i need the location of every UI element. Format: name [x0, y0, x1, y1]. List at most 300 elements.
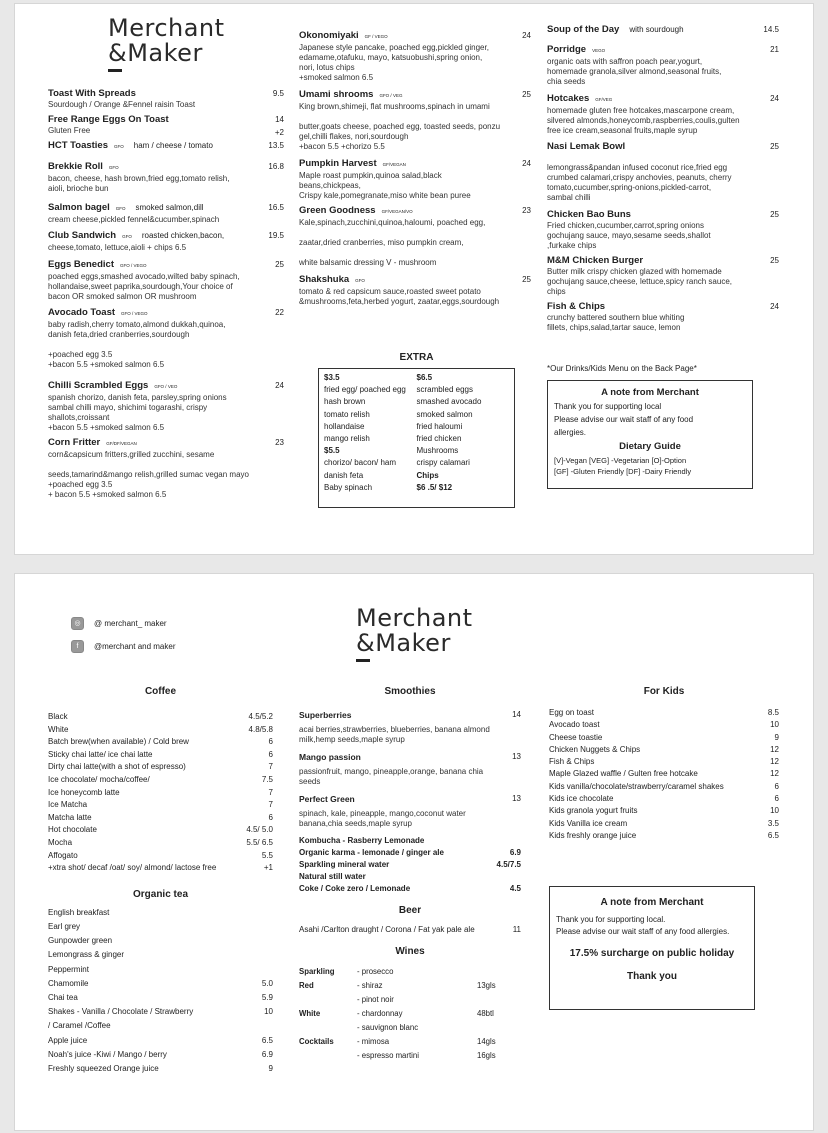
- item-name-text: Pumpkin Harvest: [299, 158, 377, 169]
- menu-row: [549, 719, 779, 731]
- menu-row: [549, 830, 779, 842]
- extra-item: hash brown: [324, 397, 366, 407]
- menu-item: [547, 301, 779, 333]
- row-label: Affogato: [48, 850, 78, 860]
- item-subtitle: ham / cheese / tomato: [133, 141, 213, 150]
- item-name-text: Nasi Lemak Bowl: [547, 141, 626, 152]
- row-label: English breakfast: [48, 907, 110, 917]
- row-label: Kombucha - Rasberry Lemonade: [299, 836, 425, 845]
- smoothies-title: Smoothies: [384, 686, 436, 697]
- tea-list: [48, 906, 273, 1076]
- row-price: 4.8/5.8: [248, 724, 273, 734]
- item-desc: gochujang sauce, mayo,sesame seeds,shallot: [547, 231, 711, 240]
- menu-item-name: [48, 380, 258, 393]
- menu-item: [48, 114, 284, 136]
- row-price: 5.5/ 6.5: [246, 837, 273, 847]
- smoothies-column: [299, 686, 521, 1063]
- item-desc: shallots,croissant: [48, 413, 110, 422]
- facebook-icon: f: [71, 640, 84, 653]
- row-label: Earl grey: [48, 921, 81, 931]
- menu-row: [48, 1005, 273, 1019]
- row-label: Gunpowder green: [48, 936, 113, 946]
- dietary-tag: GFO / VEGO: [121, 311, 148, 316]
- menu-item-name: [299, 30, 505, 43]
- menu-item: [299, 274, 531, 307]
- smoothie-price: 13: [512, 752, 521, 761]
- wine-category: Cocktails: [299, 1037, 334, 1046]
- smoothie-desc: spinach, kale, pineapple, mango,coconut water banana,chia seeds,maple syrup: [299, 809, 466, 828]
- kids-column: [549, 686, 779, 842]
- row-label: Ice honeycomb latte: [48, 787, 120, 797]
- item-price: 25: [522, 275, 531, 284]
- extra-item: Baby spinach: [324, 482, 373, 492]
- item-price: 22: [275, 308, 284, 317]
- menu-row: [48, 812, 273, 825]
- menu-item: [48, 140, 284, 153]
- item-desc: chia seeds: [547, 77, 586, 86]
- item-price: 14: [275, 115, 284, 124]
- menu-row: [549, 793, 779, 805]
- item-subtitle: smoked salmon,dill: [135, 203, 204, 212]
- item-name-text: Green Goodness: [299, 205, 376, 216]
- item-desc: poached eggs,smashed avocado,wilted baby spinach,: [48, 272, 240, 281]
- row-label: Chicken Nuggets & Chips: [549, 744, 641, 754]
- menu-item: [48, 307, 284, 370]
- menu-item: [48, 437, 284, 500]
- menu-row: [48, 906, 273, 920]
- item-desc: King brown,shimeji, flat mushrooms,spinach in umami: [299, 102, 490, 111]
- item-desc: sambal chilli mayo, shichimi togarashi, crispy: [48, 403, 208, 412]
- row-label: Batch brew(when available) / Cold brew: [48, 737, 189, 747]
- wine-row: [299, 965, 521, 979]
- row-price: 4.5/5.2: [248, 712, 273, 721]
- item-price: 24: [522, 31, 531, 40]
- item-name-text: Hotcakes: [547, 93, 590, 104]
- wine-row: [299, 1021, 521, 1035]
- menu-item: [547, 93, 779, 136]
- note-title-2: A note from Merchant: [600, 897, 704, 908]
- menu-item: [299, 205, 531, 268]
- item-desc: crumbed calamari,crispy anchovies, peanuts, cherry: [547, 173, 732, 182]
- extra-item: fried chicken: [416, 434, 462, 444]
- item-name-text: M&M Chicken Burger: [547, 255, 644, 266]
- row-price: 10: [264, 1007, 273, 1017]
- item-desc: [48, 460, 258, 470]
- row-price: 5.9: [261, 992, 273, 1002]
- extra-item: mango relish: [324, 434, 370, 444]
- menu-page-food: [14, 3, 814, 555]
- smoothie-name: Perfect Green: [299, 794, 355, 804]
- menu-item-name: [48, 230, 258, 243]
- wine-price: 16gls: [477, 1051, 496, 1060]
- wine-row: [299, 979, 521, 993]
- item-desc: bacon, cheese, hash brown,fried egg,tomato relish,: [48, 174, 230, 183]
- menu-item: [48, 230, 284, 253]
- item-desc: + bacon 5.5 +smoked salmon 6.5: [48, 490, 167, 499]
- extra-item: hollandaise: [324, 421, 365, 431]
- item-name-text: Toast With Spreads: [48, 88, 136, 99]
- item-desc: tomato,cucumber,spring-onions,pickled-carrot,: [547, 183, 712, 192]
- item-price: 24: [522, 159, 531, 168]
- dietary-tag: GFO: [115, 206, 126, 211]
- surcharge-note: 17.5% surcharge on public holiday: [569, 948, 735, 959]
- wine-type: - espresso martini: [357, 1051, 419, 1060]
- row-price: 7: [268, 787, 273, 797]
- item-price: 19.5: [268, 231, 284, 240]
- item-name-text: Fish & Chips: [547, 301, 606, 312]
- item-price: 14.5: [763, 25, 779, 34]
- row-label: Kids Vanilla ice cream: [549, 818, 628, 828]
- dietary-tag: GFO: [108, 165, 119, 170]
- item-price: 25: [770, 142, 779, 151]
- row-price: 8.5: [767, 708, 779, 717]
- row-price: 4.5: [509, 884, 521, 893]
- menu-row: [48, 774, 273, 787]
- row-price: 9: [774, 732, 779, 742]
- row-price: 6: [268, 812, 273, 822]
- wine-row: [299, 993, 521, 1007]
- item-desc: [299, 248, 505, 258]
- menu-item-name: [48, 202, 258, 215]
- menu-row: [299, 883, 521, 895]
- menu-item-name: [547, 44, 753, 57]
- dietary-tag: GF / VEGO: [364, 34, 388, 39]
- item-desc: +poached egg 3.5: [48, 350, 113, 359]
- item-price: 23: [275, 438, 284, 447]
- menu-row: [48, 736, 273, 749]
- row-price: 7: [268, 762, 273, 772]
- row-label: Cheese toastie: [549, 732, 603, 742]
- extra-item: chorizo/ bacon/ ham: [324, 458, 397, 468]
- row-price: 12: [770, 744, 779, 754]
- wine-type: - shiraz: [357, 981, 383, 990]
- menu-row: [48, 920, 273, 934]
- extra-item: Chips: [416, 470, 439, 480]
- dietary-tag: VEGO: [592, 48, 606, 53]
- menu-item-name: [299, 274, 505, 287]
- item-desc: nori, lotus chips: [299, 63, 355, 72]
- row-label: Apple juice: [48, 1035, 88, 1045]
- item-desc: zaatar,dried cranberries, miso pumpkin cream,: [299, 238, 464, 247]
- item-subtitle: with sourdough: [629, 25, 684, 34]
- item-price: 16.8: [268, 162, 284, 171]
- item-desc: tomato & red capsicum sauce,roasted sweet potato: [299, 287, 481, 296]
- menu-item-name: [547, 24, 753, 36]
- item-desc: white balsamic dressing V - mushroom: [299, 258, 437, 267]
- item-price: 24: [275, 381, 284, 390]
- wine-category: [299, 1021, 357, 1035]
- item-desc: bacon OR smoked salmon OR mushroom: [48, 292, 197, 301]
- note-title: A note from Merchant: [601, 387, 699, 398]
- item-desc: corn&capsicum fritters,grilled zucchini, sesame: [48, 450, 215, 459]
- item-name-text: HCT Toasties: [48, 140, 109, 151]
- menu-item: [299, 89, 531, 152]
- logo-dash-2: [356, 659, 370, 662]
- menu-row: [549, 707, 779, 719]
- beer-title: Beer: [398, 905, 422, 916]
- food-column-2: [299, 30, 531, 307]
- merchant-note-box: [547, 380, 753, 489]
- row-label: Organic karma - lemonade / ginger ale: [299, 848, 444, 857]
- item-desc: Sourdough / Orange &Fennel raisin Toast: [48, 100, 196, 109]
- dietary-guide: [554, 455, 746, 477]
- extra-right-list: [417, 372, 510, 504]
- menu-row: [48, 991, 273, 1005]
- smoothie-desc: acai berries,strawberries, blueberries, banana almond milk,hemp seeds,maple syrup: [299, 725, 490, 744]
- dietary-tag: GFO: [114, 144, 124, 149]
- beer-row: Asahi /Carlton draught / Corona / Fat yak pale ale 11: [299, 925, 521, 934]
- menu-row: [48, 850, 273, 863]
- item-desc: Crispy kale,pomegranate,miso white bean puree: [299, 191, 471, 200]
- smoothie-desc: passionfruit, mango, pineapple,orange, banana chia seeds: [299, 767, 484, 786]
- item-price: 25: [275, 260, 284, 269]
- menu-row: [549, 805, 779, 817]
- item-desc: organic oats with saffron poach pear,yogurt,: [547, 57, 703, 66]
- dietary-tag: GFO: [355, 278, 365, 283]
- item-desc: [48, 340, 258, 350]
- menu-row: [48, 963, 273, 977]
- row-label: Avocado toast: [549, 720, 600, 730]
- menu-item: [299, 30, 531, 83]
- row-label: Sparkling mineral water: [299, 860, 390, 869]
- menu-item-name: [299, 205, 505, 218]
- menu-item: [547, 255, 779, 297]
- menu-item: [547, 44, 779, 87]
- guide-line: [GF] -Gluten Friendly [DF] -Dairy Friendly: [554, 467, 692, 476]
- thank-you: Thank you: [626, 971, 677, 982]
- wine-type: - mimosa: [357, 1037, 390, 1046]
- item-desc: [299, 228, 505, 238]
- row-label: Ice chocolate/ mocha/coffee/: [48, 774, 150, 784]
- row-price: 9: [268, 1063, 273, 1073]
- menu-item-name: [48, 88, 258, 100]
- row-label: Noah's juice -Kiwi / Mango / berry: [48, 1049, 167, 1059]
- wine-price: 48btl: [477, 1009, 494, 1018]
- row-price: 6.9: [509, 848, 521, 857]
- row-price: 6: [774, 794, 779, 804]
- extra-item: smashed avocado: [416, 397, 482, 407]
- extra-item: $3.5: [324, 373, 340, 382]
- row-label: Coke / Coke zero / Lemonade: [299, 884, 411, 893]
- item-desc: sambal chilli: [547, 193, 591, 202]
- menu-item-name: [547, 93, 753, 106]
- smoothie-name: Superberries: [299, 710, 352, 720]
- menu-row: [549, 732, 779, 744]
- item-name-text: Salmon bagel: [48, 202, 110, 213]
- row-price: 4.5/ 5.0: [246, 825, 273, 835]
- extra-item: tomato relish: [324, 409, 370, 419]
- menu-item-name: [48, 161, 258, 174]
- item-name-text: Okonomiyaki: [299, 30, 359, 41]
- menu-item-name: [48, 140, 258, 153]
- menu-item-name: [547, 141, 753, 153]
- wine-row: [299, 1035, 521, 1049]
- item-name-text: Brekkie Roll: [48, 161, 103, 172]
- coffee-title: Coffee: [144, 686, 177, 697]
- item-desc: [299, 112, 505, 122]
- menu-row: [48, 1062, 273, 1076]
- instagram-handle[interactable]: ◎ @ merchant_ maker: [71, 617, 167, 630]
- row-price: 6.9: [261, 1049, 273, 1059]
- food-column-1: [48, 88, 284, 500]
- menu-item: [48, 161, 284, 194]
- item-desc: danish feta,dried cranberries,sourdough: [48, 330, 190, 339]
- row-price: 10: [770, 720, 779, 730]
- wine-category: [299, 993, 357, 1007]
- item-desc: cream cheese,pickled fennel&cucumber,spinach: [48, 215, 220, 224]
- menu-item-name: [547, 301, 753, 313]
- item-desc: [547, 153, 753, 163]
- menu-row: [48, 948, 273, 962]
- menu-item: [48, 202, 284, 225]
- smoothie-price: 13: [512, 794, 521, 803]
- extra-item: fried haloumi: [416, 421, 463, 431]
- dietary-tag: GF/VEGAN: [382, 162, 406, 167]
- kids-list: [549, 707, 779, 842]
- row-price: 6.5: [261, 1035, 273, 1045]
- item-name-text: Soup of the Day: [547, 24, 620, 35]
- dietary-tag: GFO / VEGO: [120, 263, 147, 268]
- extra-item: $5.5: [324, 446, 340, 456]
- smoothie-item: [299, 709, 521, 745]
- extra-item: smoked salmon: [416, 409, 473, 419]
- menu-item: [547, 209, 779, 251]
- item-desc: +bacon 5.5 +chorizo 5.5: [299, 142, 385, 151]
- extra-box: [318, 368, 515, 508]
- wine-row: [299, 1007, 521, 1021]
- row-label: Kids freshly orange juice: [549, 830, 637, 840]
- note-line: Thank you for supporting local: [554, 402, 662, 411]
- note-line-2: Please advise our wait staff of any food allergies.: [556, 927, 730, 936]
- wine-category: Red: [299, 981, 314, 990]
- item-desc: crunchy battered southern blue whiting: [547, 313, 685, 322]
- menu-row: [48, 824, 273, 837]
- item-desc: Butter milk crispy chicken glazed with homemade: [547, 267, 722, 276]
- row-label: Dirty chai latte(with a shot of espresso): [48, 762, 186, 772]
- item-price: 13.5: [268, 141, 284, 150]
- row-label: Mocha: [48, 837, 73, 847]
- extra-item: $6 .5/ $12: [416, 482, 453, 492]
- item-desc: free ice cream,seasonal fruits,maple syrup: [547, 126, 698, 135]
- menu-row: [48, 1019, 273, 1033]
- item-price: 25: [522, 90, 531, 99]
- menu-item-name: [48, 114, 258, 126]
- menu-page-drinks: [14, 573, 814, 1131]
- menu-item-name: [547, 255, 753, 267]
- extra-item: $6.5: [416, 373, 433, 382]
- wine-price: 14gls: [477, 1037, 496, 1046]
- item-name-text: Eggs Benedict: [48, 259, 114, 270]
- menu-row: [48, 761, 273, 774]
- extra-item: Mushrooms: [416, 446, 459, 456]
- item-desc: seeds,tamarind&mango relish,grilled sumac vegan mayo: [48, 470, 249, 479]
- menu-item: [48, 259, 284, 302]
- item-desc: Japanese style pancake, poached egg,pickled ginger,: [299, 43, 489, 52]
- row-label: Chamomile: [48, 978, 89, 988]
- item-desc: gel,chilli flakes, nori,sourdough: [299, 132, 409, 141]
- extra-title: EXTRA: [399, 352, 434, 363]
- brand-logo-2: Merchant &Maker: [356, 606, 473, 662]
- row-label: Peppermint: [48, 964, 89, 974]
- menu-row: [549, 744, 779, 756]
- item-name-text: Chicken Bao Buns: [547, 209, 631, 220]
- row-label: Egg on toast: [549, 708, 594, 717]
- menu-row: [299, 871, 521, 883]
- menu-row: [48, 711, 273, 724]
- menu-row: [299, 835, 521, 847]
- smoothie-price: 14: [512, 710, 521, 719]
- row-price: 12: [770, 769, 779, 779]
- item-desc: &mushrooms,feta,herbed yogurt, zaatar,eggs,sourdough: [299, 297, 500, 306]
- menu-row: [48, 862, 273, 875]
- row-label: Ice Matcha: [48, 800, 88, 810]
- wine-type: - sauvignon blanc: [357, 1023, 419, 1032]
- smoothie-name: Mango passion: [299, 752, 361, 762]
- wine-type: - prosecco: [357, 967, 394, 976]
- wines-list: [299, 965, 521, 1063]
- dietary-tag: GF/VEGAN/VO: [381, 209, 413, 214]
- item-desc: fillets, chips,salad,tartar sauce, lemon: [547, 323, 681, 332]
- item-desc: homemade gluten free hotcakes,mascarpone cream,: [547, 106, 735, 115]
- row-price: 7: [268, 800, 273, 810]
- menu-item: [547, 141, 779, 203]
- menu-row: [48, 1048, 273, 1062]
- menu-row: [48, 837, 273, 850]
- extra-left-list: [324, 372, 417, 504]
- item-name-text: Free Range Eggs On Toast: [48, 114, 169, 125]
- item-desc: homemade granola,silver almond,seasonal fruits,: [547, 67, 722, 76]
- item-desc: hollandaise,sweet paprika,sourdough,Your choice of: [48, 282, 233, 291]
- item-desc: +bacon 5.5 +smoked salmon 6.5: [48, 423, 165, 432]
- item-desc: chips: [547, 287, 566, 296]
- item-price: 24: [770, 302, 779, 311]
- item-desc: gochujang sauce,cheese, lettuce,spicy ranch sauce,: [547, 277, 733, 286]
- menu-item: [547, 24, 779, 36]
- item-name-text: Porridge: [547, 44, 587, 55]
- facebook-handle[interactable]: f @merchant and maker: [71, 640, 176, 653]
- menu-item: [48, 88, 284, 110]
- item-desc: Gluten Free: [48, 126, 91, 135]
- tea-title: Organic tea: [132, 888, 189, 900]
- extra-section: [318, 352, 515, 507]
- row-label: Chai tea: [48, 992, 78, 1002]
- dietary-tag: GFO / VEO: [154, 384, 178, 389]
- row-label: Shakes - Vanilla / Chocolate / Strawberry: [48, 1007, 194, 1017]
- drinks-menu-note: *Our Drinks/Kids Menu on the Back Page*: [547, 364, 697, 373]
- row-label: Hot chocolate: [48, 825, 97, 835]
- smoothie-item: [299, 751, 521, 787]
- kids-title: For Kids: [643, 686, 685, 697]
- note-line-2: Thank you for supporting local.: [556, 915, 666, 924]
- item-desc: ,furkake chips: [547, 241, 597, 250]
- row-price: 6: [774, 781, 779, 791]
- wine-category: [299, 1049, 357, 1063]
- menu-row: [48, 787, 273, 800]
- menu-row: [299, 847, 521, 859]
- row-price: 7.5: [261, 774, 273, 784]
- logo-dash: [108, 69, 122, 72]
- menu-row: [48, 724, 273, 737]
- dietary-guide-title: Dietary Guide: [619, 441, 681, 452]
- menu-row: [549, 818, 779, 830]
- menu-item-name: [48, 437, 258, 450]
- menu-row: [299, 859, 521, 871]
- wine-category: White: [299, 1009, 321, 1018]
- wine-category: Sparkling: [299, 967, 335, 976]
- row-label: Fish & Chips: [549, 757, 595, 767]
- row-price: +1: [263, 863, 273, 873]
- extra-item: scrambled eggs: [416, 385, 473, 395]
